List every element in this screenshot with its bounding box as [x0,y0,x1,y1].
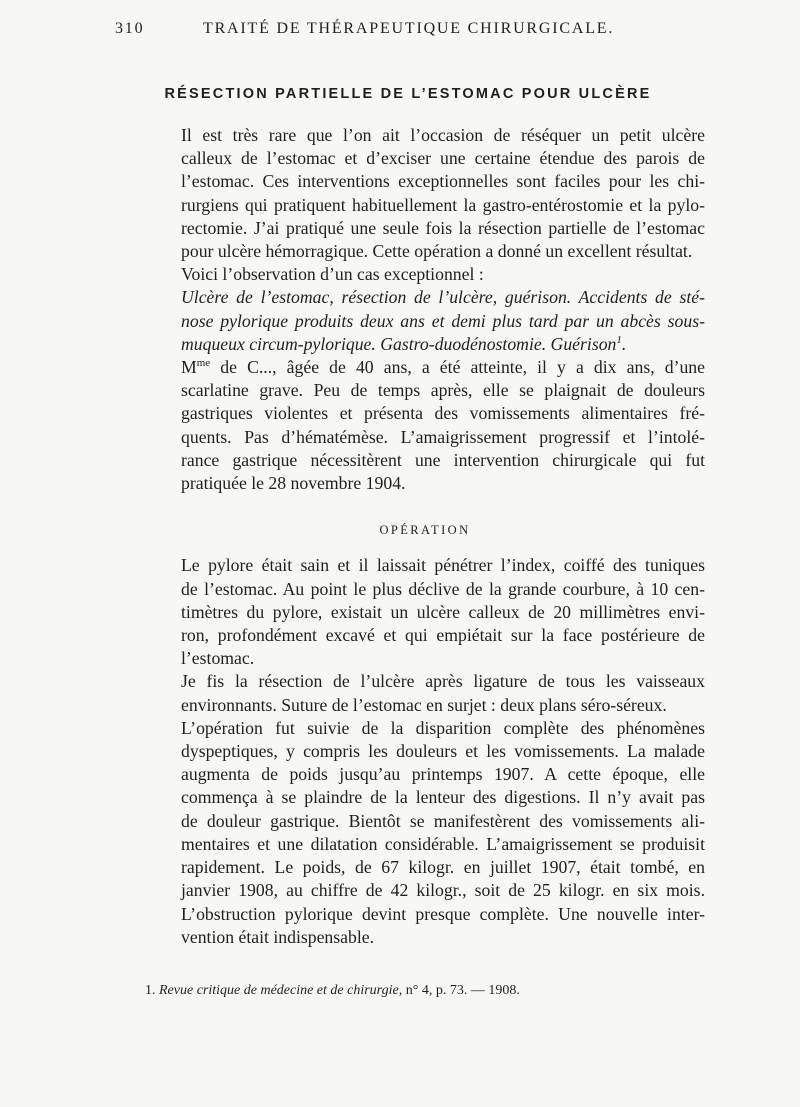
text-line: pour ulcère hémorragique. Cette opération a donné un excellent résultat. [181,241,693,262]
page-number: 310 [115,20,145,37]
page-header [115,20,635,44]
text-line: l’estomac. Ces interventions exceptionnelles sont faciles pour les chi- [181,171,705,192]
paragraph-operation-1 [145,554,705,670]
text-line: rapidement. Le poids, de 67 kilogr. en juillet 1907, était tombé, en [181,857,705,878]
text-line: muqueux circum-pylorique. Gastro-duodénostomie. Guérison$^1$. [181,333,627,354]
paragraph-intro [145,124,705,263]
text-line: vention était indispensable. [181,926,375,947]
text-line: de douleur gastrique. Bientôt se manifestèrent des vomissements ali- [181,810,705,831]
patient-title-sup: me [196,357,211,370]
text-line: Je fis la résection de l’ulcère après ligature de tous les vaisseaux [181,671,705,692]
body-text [145,124,705,949]
text-line: janvier 1908, au chiffre de 42 kilogr., soit de 25 kilogr. en six mois. [181,880,705,901]
patient-title: M [181,357,197,378]
text-line: calleux de l’estomac et d’exciser une certaine étendue des parois de [181,148,705,169]
text-line: Voici l’observation d’un cas exceptionnel : [181,264,484,285]
paragraph-operation-3 [145,717,705,949]
text-line: commença à se plaindre de la lenteur des digestions. Il n’y avait pas [181,787,705,808]
section-title: RÉSECTION PARTIELLE DE L’ESTOMAC POUR ULCÈRE [164,86,652,102]
text-line: nose pylorique produits deux ans et demi plus tard par un abcès sous- [181,310,705,331]
text-line: Ulcère de l’estomac, résection de l’ulcère, guérison. Accidents de sté- [181,287,705,308]
text-line: de l’estomac. Au point le plus déclive de la grande courbure, à 10 cen- [181,578,705,599]
paragraph-observation [145,263,705,286]
running-title: TRAITÉ DE THÉRAPEUTIQUE CHIRURGICALE. [203,20,615,37]
text-line: augmenta de poids jusqu’au printemps 1907. A cette époque, elle [181,764,705,785]
footnote-ref: 1 [616,333,622,346]
text-line: L’obstruction pylorique devint presque complète. Une nouvelle inter- [181,903,705,924]
text-line: rance gastrique nécessitèrent une intervention chirurgicale qui fut [181,449,705,470]
text-line: timètres du pylore, existait un ulcère calleux de 20 millimètres envi- [181,601,705,622]
subheading-operation: OPÉRATION [379,523,471,538]
text-line: l’estomac. [181,648,255,669]
text-line: scarlatine grave. Peu de temps après, elle se plaignait de douleurs [181,380,705,401]
paragraph-patient [145,356,705,495]
text-line: rectomie. J’ai pratiqué une seule fois la résection partielle de l’estomac [181,217,705,238]
text-line: mentaires et une dilatation considérable. L’amaigrissement se produisit [181,833,705,854]
text-line: environnants. Suture de l’estomac en surjet : deux plans séro-séreux. [181,694,667,715]
footnote [145,983,705,999]
patient-line-first: de C..., âgée de 40 ans, a été atteinte, il y a dix ans, d’une [210,357,705,378]
text-line: gastriques violentes et présenta des vomissements alimentaires fré- [181,403,705,424]
text-line: Il est très rare que l’on ait l’occasion de réséquer un petit ulcère [181,125,705,145]
case-title-end: muqueux circum-pylorique. Gastro-duodénostomie. Guérison [181,333,617,354]
footnote-details: n° 4, p. 73. — 1908. [405,983,520,998]
text-line: dyspeptiques, y compris les douleurs et les vomissements. La malade [181,741,705,762]
text-line: quents. Pas d’hématémèse. L’amaigrissement progressif et l’intolé- [181,426,705,447]
text-line [145,356,705,379]
footnote-source: Revue critique de médecine et de chirurgie, [159,983,403,998]
paragraph-operation-2 [145,670,705,716]
text-line: rurgiens qui pratiquent habituellement la gastro-entérostomie et la pylo- [181,194,705,215]
case-title [145,286,705,356]
text-line: Le pylore était sain et il laissait pénétrer l’index, coiffé des tuniques [181,555,705,576]
text-line: pratiquée le 28 novembre 1904. [181,473,406,494]
text-line: ron, profondément excavé et qui empiétait sur la face postérieure de [181,625,705,646]
footnote-number: 1. [145,983,156,998]
text-line: L’opération fut suivie de la disparition complète des phénomènes [181,717,705,738]
